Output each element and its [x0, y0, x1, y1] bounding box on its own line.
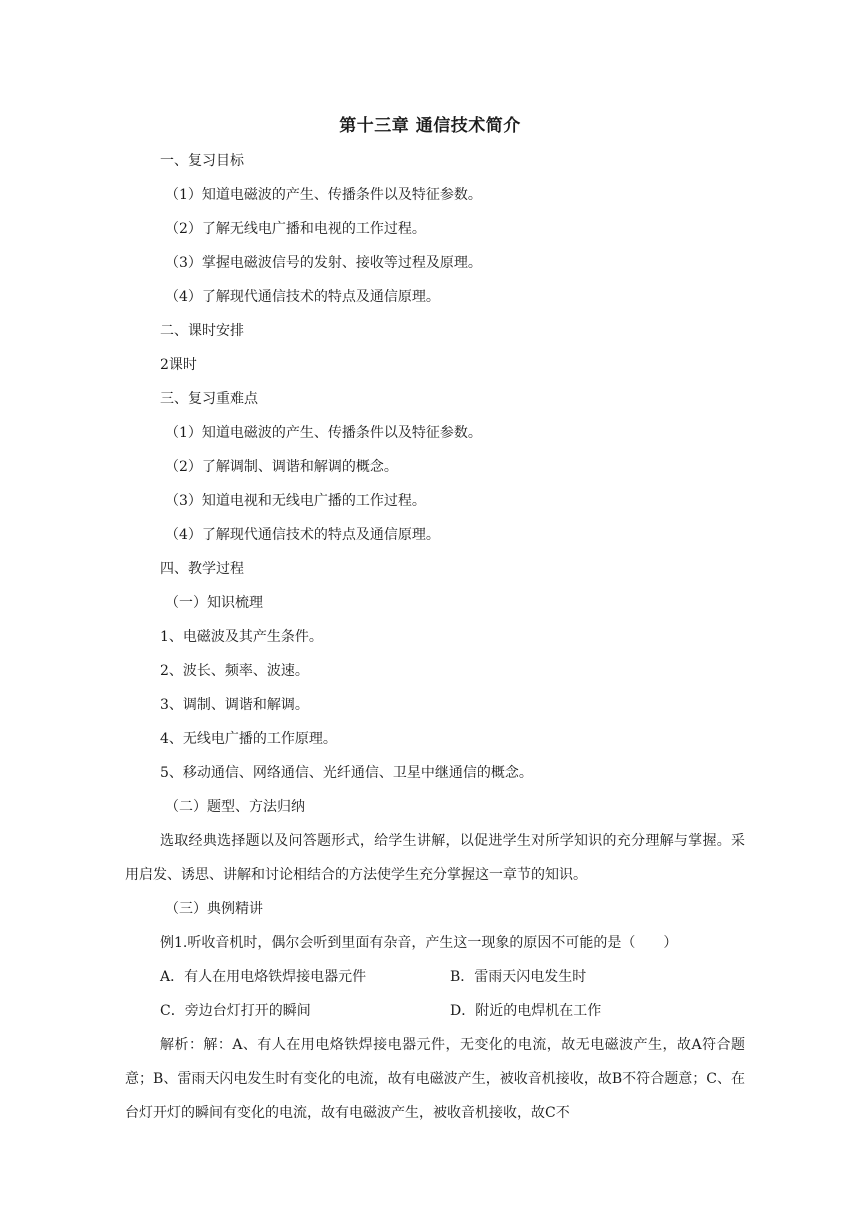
section-heading-review-goals: 一、复习目标	[160, 153, 244, 169]
document-body	[125, 144, 745, 1130]
options-row	[125, 960, 745, 994]
example-question: 例1.听收音机时，偶尔会听到里面有杂音，产生这一现象的原因不可能的是（ ）	[160, 935, 678, 951]
subsection-heading-knowledge: （一）知识梳理	[165, 595, 263, 611]
list-item: （2）了解无线电广播和电视的工作过程。	[165, 221, 426, 237]
list-item: 1、电磁波及其产生条件。	[160, 629, 323, 645]
list-item: 4、无线电广播的工作原理。	[160, 731, 337, 747]
list-item: （2）了解调制、调谐和解调的概念。	[165, 459, 398, 475]
schedule-text: 2课时	[160, 357, 197, 373]
list-item: （3）掌握电磁波信号的发射、接收等过程及原理。	[165, 255, 482, 271]
section-heading-teaching-process: 四、教学过程	[160, 561, 244, 577]
methods-paragraph: 选取经典选择题以及问答题形式，给学生讲解，以促进学生对所学知识的充分理解与掌握。采用启发、诱思、讲解和讨论相结合的方法使学生充分掌握这一章节的知识。	[125, 833, 745, 883]
list-item: 3、调制、调谐和解调。	[160, 697, 309, 713]
option-c: C．旁边台灯打开的瞬间	[160, 1003, 311, 1019]
analysis-paragraph: 解析：解：A、有人在用电烙铁焊接电器元件，无变化的电流，故无电磁波产生，故A符合题意；B、雷雨天闪电发生时有变化的电流，故有电磁波产生，被收音机接收，故B不符合题意；C、在台灯开灯的瞬间有变化的电流，故有电磁波产生，被收音机接收，故C不	[125, 1037, 745, 1121]
option-a: A．有人在用电烙铁焊接电器元件	[160, 969, 367, 985]
section-heading-schedule: 二、课时安排	[160, 323, 244, 339]
option-b: B．雷雨天闪电发生时	[450, 969, 587, 985]
list-item: （1）知道电磁波的产生、传播条件以及特征参数。	[165, 425, 482, 441]
option-d: D．附近的电焊机在工作	[450, 1003, 602, 1019]
chapter-title: 第十三章 通信技术简介	[339, 116, 521, 136]
options-row	[125, 994, 745, 1028]
subsection-heading-examples: （三）典例精讲	[165, 901, 263, 917]
subsection-heading-methods: （二）题型、方法归纳	[165, 799, 305, 815]
list-item: （3）知道电视和无线电广播的工作过程。	[165, 493, 426, 509]
section-heading-key-points: 三、复习重难点	[160, 391, 258, 407]
list-item: 2、波长、频率、波速。	[160, 663, 309, 679]
list-item: （4）了解现代通信技术的特点及通信原理。	[165, 527, 440, 543]
list-item: 5、移动通信、网络通信、光纤通信、卫星中继通信的概念。	[160, 765, 533, 781]
list-item: （4）了解现代通信技术的特点及通信原理。	[165, 289, 440, 305]
list-item: （1）知道电磁波的产生、传播条件以及特征参数。	[165, 187, 482, 203]
